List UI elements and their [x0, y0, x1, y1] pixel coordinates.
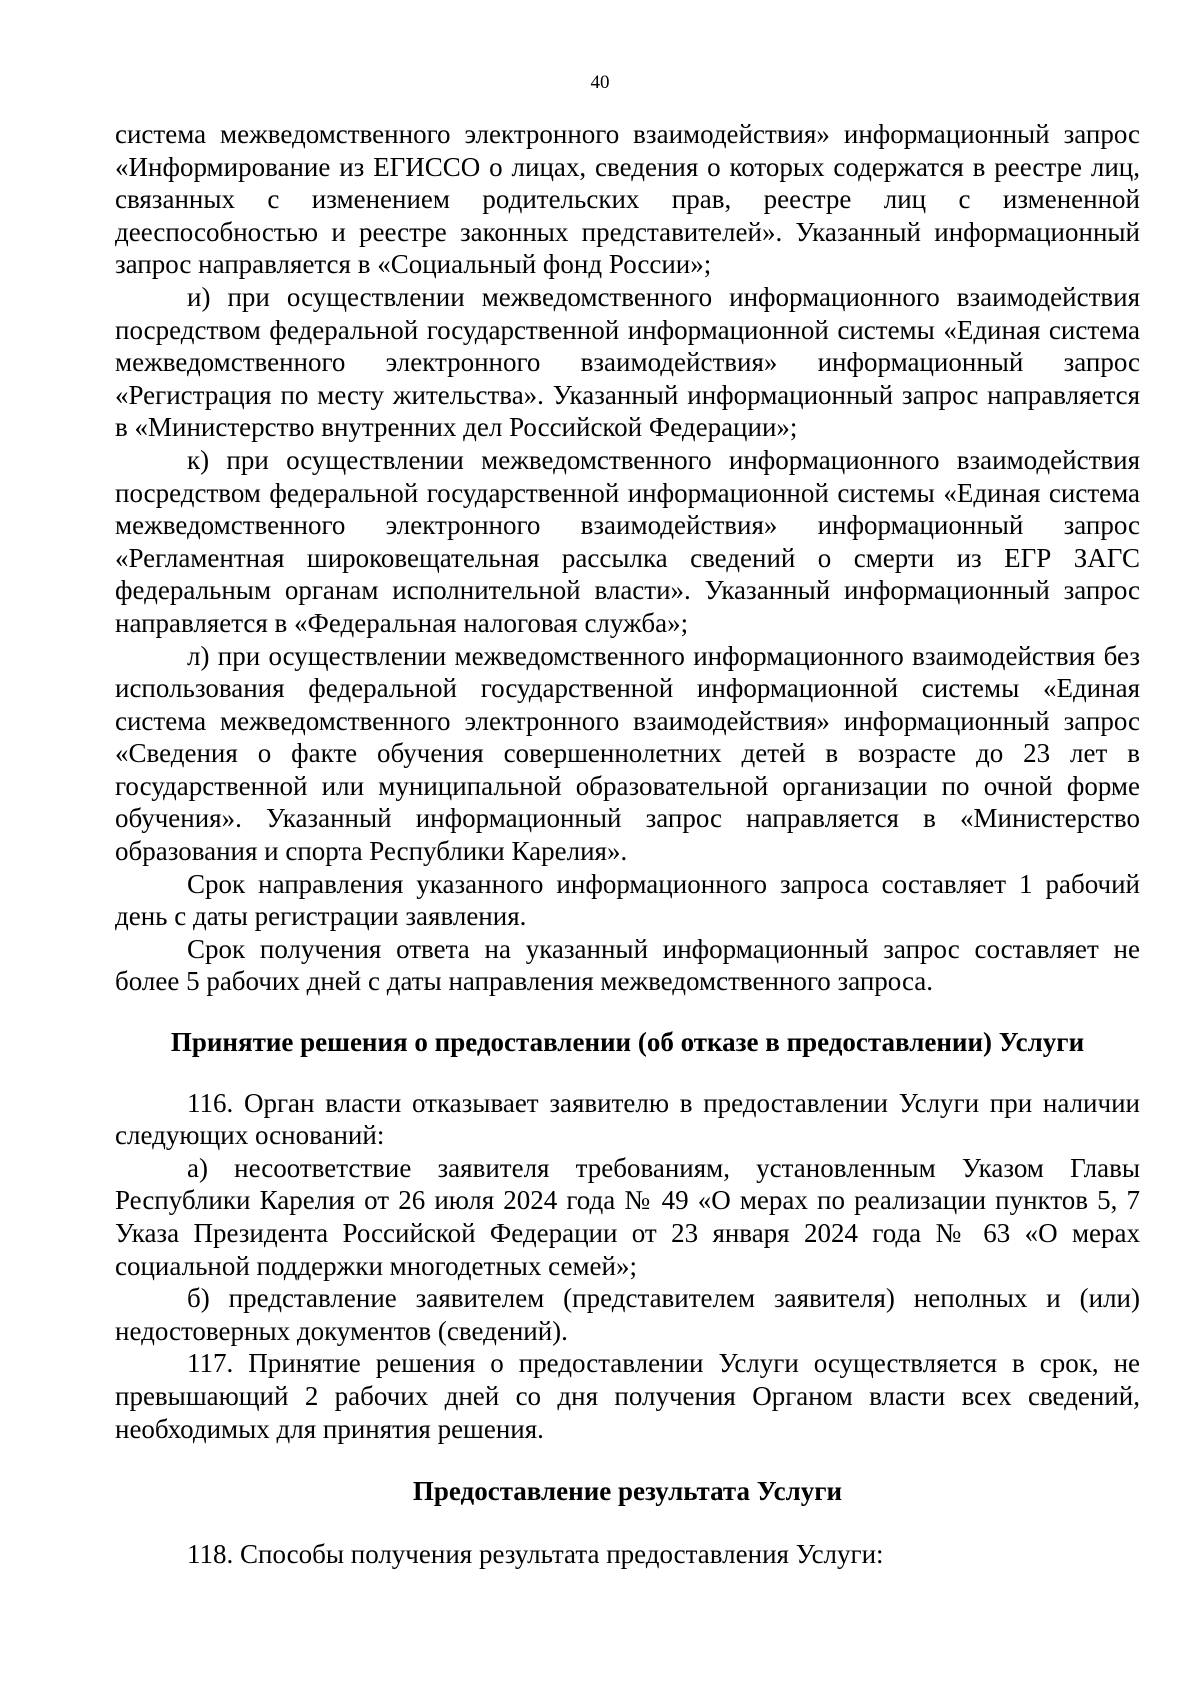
paragraph: и) при осуществлении межведомственного информационного взаимодействия посредством федеральной государственной информационной системы «Единая система межведомственного электронного взаимодействия» информационный запрос «Регистрация по месту жительства». Указанный информационный запрос направляется в «Министерство внутренних дел Российской Федерации»;	[115, 281, 1140, 443]
paragraph: а) несоответствие заявителя требованиям, установленным Указом Главы Республики Карелия от 26 июля 2024 года № 49 «О мерах по реализации пунктов 5, 7 Указа Президента Российской Федерации от 23 января 2024 года № 63 «О мерах социальной поддержки многодетных семей»;	[115, 1152, 1140, 1281]
paragraph: л) при осуществлении межведомственного информационного взаимодействия без использования федеральной государственной информационной системы «Единая система межведомственного электронного взаимодействия» информационный запрос «Сведения о факте обучения совершеннолетних детей в возрасте до 23 лет в государственной или муниципальной образовательной организации по очной форме обучения». Указанный информационный запрос направляется в «Министерство образования и спорта Республики Карелия».	[115, 640, 1140, 867]
paragraph: Срок получения ответа на указанный информационный запрос составляет не более 5 рабочих дней с даты направления межведомственного запроса.	[115, 933, 1140, 997]
paragraph: к) при осуществлении межведомственного информационного взаимодействия посредством федеральной государственной информационной системы «Единая система межведомственного электронного взаимодействия» информационный запрос «Регламентная широковещательная рассылка сведений о смерти из ЕГР ЗАГС федеральным органам исполнительной власти». Указанный информационный запрос направляется в «Федеральная налоговая служба»;	[115, 444, 1140, 638]
section-heading: Принятие решения о предоставлении (об отказе в предоставлении) Услуги	[170, 1027, 1085, 1058]
document-body	[115, 118, 1140, 1570]
paragraph: 118. Способы получения результата предоставления Услуги:	[187, 1538, 884, 1569]
paragraph: 117. Принятие решения о предоставлении Услуги осуществляется в срок, не превышающий 2 рабочих дней со дня получения Органом власти всех сведений, необходимых для принятия решения.	[115, 1348, 1140, 1444]
paragraph: 116. Орган власти отказывает заявителю в предоставлении Услуги при наличии следующих оснований:	[115, 1087, 1140, 1151]
paragraph: б) представление заявителем (представителем заявителя) неполных и (или) недостоверных документов (сведений).	[115, 1283, 1140, 1346]
page-number: 40	[590, 72, 610, 93]
paragraph: Срок направления указанного информационного запроса составляет 1 рабочий день с даты регистрации заявления.	[115, 868, 1140, 932]
paragraph: система межведомственного электронного взаимодействия» информационный запрос «Информирование из ЕГИССО о лицах, сведения о которых содержатся в реестре лиц, связанных с изменением родительских прав, реестре лиц с измененной дееспособностью и реестре законных представителей». Указанный информационный запрос направляется в «Социальный фонд России»;	[115, 119, 1140, 280]
section-heading: Предоставление результата Услуги	[412, 1476, 843, 1507]
